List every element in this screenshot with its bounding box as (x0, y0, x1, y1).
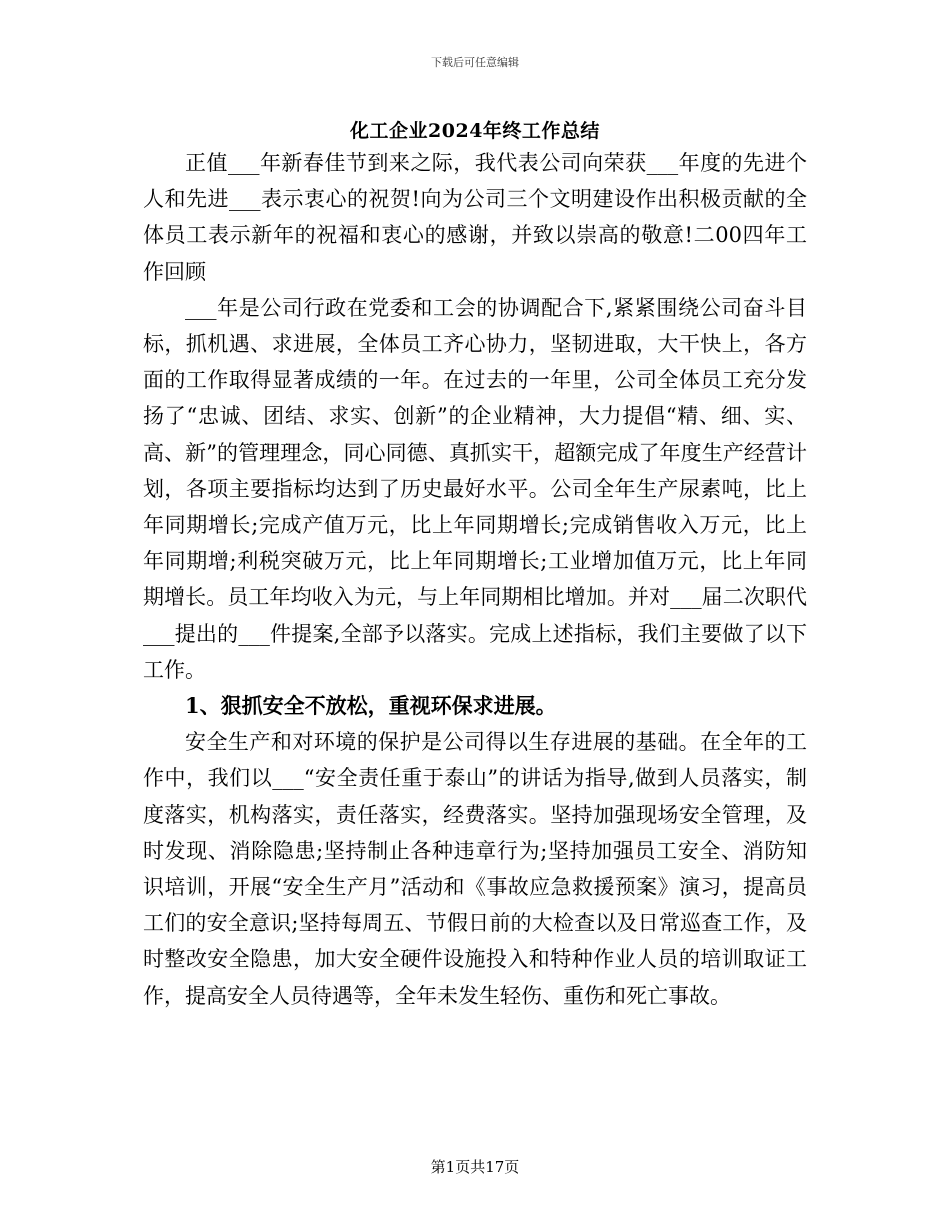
page-number: 第1页共17页 (430, 1158, 520, 1176)
section-heading-safety: 1、狠抓安全不放松，重视环保求进展。 (185, 693, 557, 719)
document-body (143, 145, 807, 1014)
document-title: 化工企业2024年终工作总结 (350, 120, 600, 142)
header-note: 下载后可任意编辑 (431, 56, 519, 69)
paragraph-safety: 安全生产和对环境的保护是公司得以生存进展的基础。在全年的工作中，我们以___“安全责任重于泰山”的讲话为指导,做到人员落实，制度落实，机构落实，责任落实，经费落实。坚持加强现场安全管理，及时发现、消除隐患;坚持制止各种违章行为;坚持加强员工安全、消防知识培训，开展“安全生产月”活动和《事故应急救援预案》演习，提高员工们的安全意识;坚持每周五、节假日前的大检查以及日常巡查工作，及时整改安全隐患，加大安全硬件设施投入和特种作业人员的培训取证工作，提高安全人员待遇等，全年未发生轻伤、重伤和死亡事故。 (143, 730, 807, 1008)
paragraph-greeting: 正值___年新春佳节到来之际，我代表公司向荣获___年度的先进个人和先进___表示衷心的祝贺!向为公司三个文明建设作出积极贡献的全体员工表示新年的祝福和衷心的感谢，并致以崇高的敬意!二00四年工作回顾 (143, 151, 807, 284)
paragraph-review: ___年是公司行政在党委和工会的协调配合下,紧紧围绕公司奋斗目标，抓机遇、求进展，全体员工齐心协力，坚韧进取，大干快上，各方面的工作取得显著成绩的一年。在过去的一年里，公司全体员工充分发扬了“忠诚、团结、求实、创新”的企业精神，大力提倡“精、细、实、高、新”的管理理念，同心同德、真抓实干，超额完成了年度生产经营计划，各项主要指标均达到了历史最好水平。公司全年生产尿素吨，比上年同期增长;完成产值万元，比上年同期增长;完成销售收入万元，比上年同期增;利税突破万元，比上年同期增长;工业增加值万元，比上年同期增长。员工年均收入为元，与上年同期相比增加。并对___届二次职代___提出的___件提案,全部予以落实。完成上述指标，我们主要做了以下工作。 (143, 295, 807, 682)
